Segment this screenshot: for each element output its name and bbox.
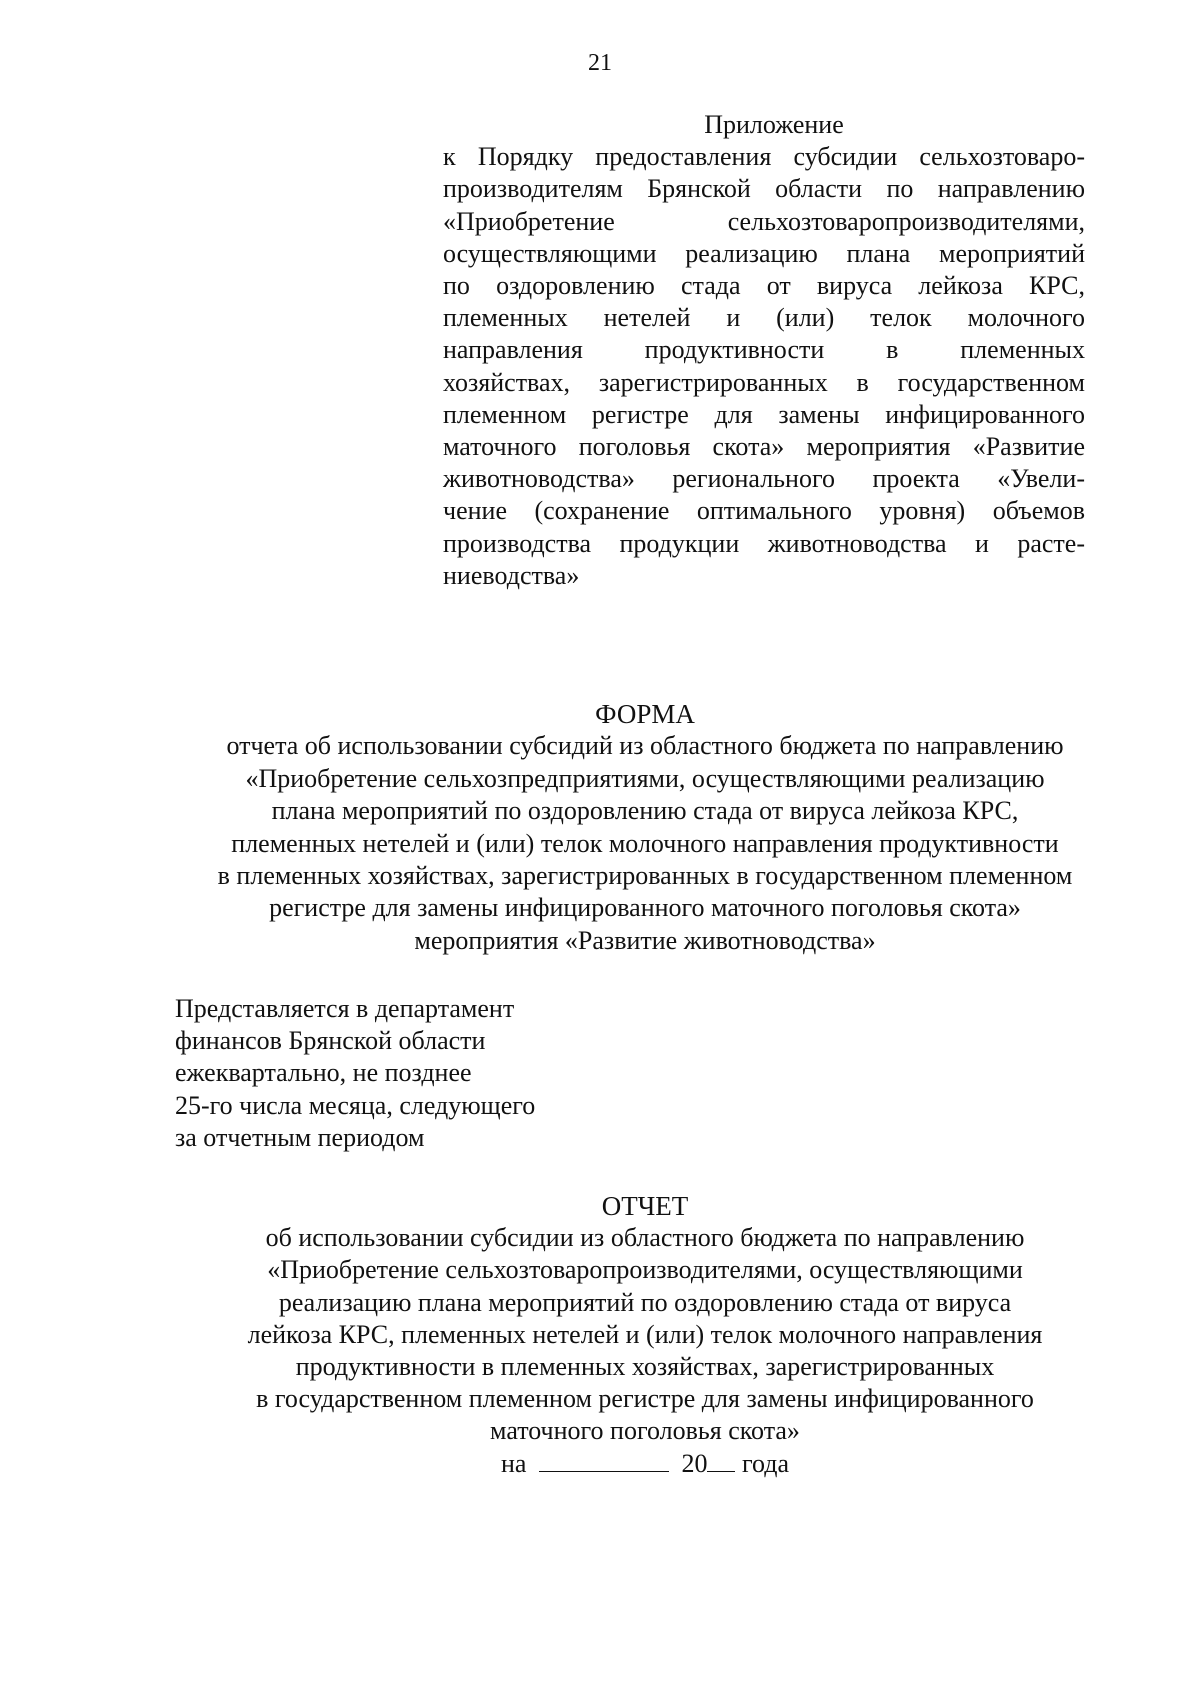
submission-note-line: 25-го числа месяца, следующего [175, 1090, 536, 1120]
submission-note-line: финансов Брянской области [175, 1026, 486, 1056]
form-heading-line: в племенных хозяйствах, зарегистрированных в государственном племенном [217, 861, 1073, 891]
form-heading-line: отчета об использовании субсидий из областного бюджета по направлению [226, 731, 1064, 761]
submission-note-line: за отчетным периодом [175, 1122, 425, 1152]
report-date-line [130, 1448, 1160, 1480]
appendix-line: производителям Брянской области по направлению [443, 174, 1085, 204]
report-heading-line: реализацию плана мероприятий по оздоровлению стада от вируса [278, 1287, 1012, 1317]
appendix-line: к Порядку предоставления субсидии сельхозтоваро- [443, 142, 1085, 172]
form-heading-line: племенных нетелей и (или) телок молочного направления продуктивности [231, 828, 1059, 858]
form-heading-line: «Приобретение сельхозпредприятиями, осуществляющими реализацию [245, 763, 1045, 793]
form-heading-line: мероприятия «Развитие животноводства» [414, 925, 876, 955]
report-heading-line: продуктивности в племенных хозяйствах, зарегистрированных [295, 1352, 995, 1382]
appendix-line: племенных нетелей и (или) телок молочного [443, 303, 1085, 333]
form-heading-line: регистре для замены инфицированного маточного поголовья скота» [269, 893, 1021, 923]
submission-note [175, 993, 675, 1154]
submission-note-line: ежеквартально, не позднее [175, 1058, 472, 1088]
date-suffix: года [741, 1448, 789, 1478]
appendix-line: «Приобретение сельхозтоваропроизводителями, [443, 206, 1085, 236]
report-heading-line: маточного поголовья скота» [490, 1416, 800, 1446]
date-prefix: на [500, 1448, 527, 1478]
appendix-line: хозяйствах, зарегистрированных в государственном [443, 367, 1085, 397]
appendix-block [443, 109, 1085, 592]
form-heading-line: плана мероприятий по оздоровлению стада от вируса лейкоза КРС, [271, 796, 1019, 826]
year-prefix: 20 [681, 1448, 708, 1478]
year-blank-field[interactable] [707, 1449, 735, 1472]
appendix-line: чение (сохранение оптимального уровня) объемов [443, 496, 1085, 526]
form-heading-block [100, 698, 1190, 957]
report-heading-line: «Приобретение сельхозтоваропроизводителями, осуществляющими [267, 1255, 1023, 1285]
appendix-line: ниеводства» [443, 560, 580, 590]
appendix-line: племенном регистре для замены инфицированного [443, 399, 1085, 429]
appendix-line: осуществляющими реализацию плана мероприятий [443, 238, 1085, 268]
report-title: ОТЧЕТ [601, 1191, 689, 1221]
page-number: 21 [588, 50, 612, 76]
form-title: ФОРМА [595, 699, 695, 729]
report-heading-line: об использовании субсидии из областного бюджета по направлению [265, 1223, 1025, 1253]
report-heading-line: лейкоза КРС, племенных нетелей и (или) телок молочного направления [247, 1319, 1043, 1349]
appendix-title: Приложение [704, 110, 844, 139]
appendix-line: направления продуктивности в племенных [443, 335, 1085, 365]
period-blank-field[interactable] [539, 1449, 669, 1472]
appendix-line: животноводства» регионального проекта «Увели- [443, 464, 1085, 494]
submission-note-line: Представляется в департамент [175, 994, 515, 1023]
report-heading-line: в государственном племенном регистре для замены инфицированного [256, 1384, 1034, 1414]
appendix-line: по оздоровлению стада от вируса лейкоза КРС, [443, 271, 1085, 301]
report-heading-block [130, 1190, 1160, 1480]
appendix-line: производства продукции животноводства и расте- [443, 528, 1085, 558]
appendix-line: маточного поголовья скота» мероприятия «Развитие [443, 432, 1085, 462]
